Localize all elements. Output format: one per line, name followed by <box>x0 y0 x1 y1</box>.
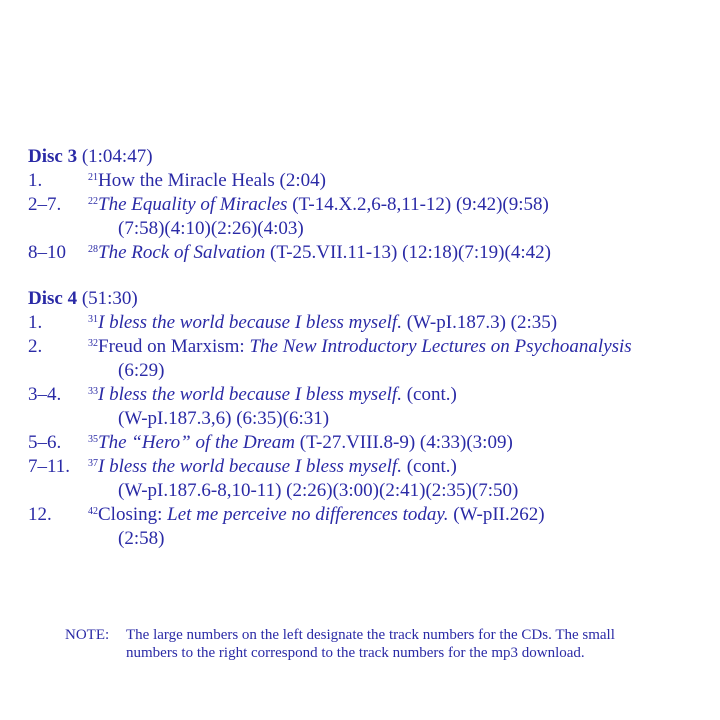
track-description <box>88 383 708 431</box>
mp3-track-number: 28 <box>88 244 98 255</box>
track-reference: (cont.) <box>401 456 457 477</box>
mp3-track-number: 22 <box>88 196 98 207</box>
track-timings: (6:29) <box>118 360 165 381</box>
track-item <box>28 335 708 383</box>
track-title: The New Introductory Lectures on Psychoanalysis <box>249 336 632 357</box>
disc-4-section <box>28 287 708 551</box>
track-item <box>28 455 708 503</box>
track-reference: (T-27.VIII.8-9) (4:33)(3:09) <box>295 432 513 453</box>
track-title: The “Hero” of the Dream <box>98 432 296 453</box>
track-timings: (2:58) <box>118 528 165 549</box>
track-description <box>88 335 708 383</box>
track-item <box>28 431 708 455</box>
track-reference: (W-pI.187.3) (2:35) <box>401 312 558 333</box>
track-item <box>28 241 708 265</box>
track-item <box>28 503 708 551</box>
track-number: 5–6. <box>28 432 62 453</box>
footnote <box>65 626 705 662</box>
track-title: The Rock of Salvation <box>98 242 266 263</box>
track-prefix: Freud on Marxism: <box>98 336 250 357</box>
mp3-track-number: 21 <box>88 172 98 183</box>
disc-header <box>28 145 708 169</box>
track-description <box>88 503 708 551</box>
disc-duration: (51:30) <box>81 288 138 309</box>
track-number: 12. <box>28 504 52 525</box>
mp3-track-number: 42 <box>88 506 98 517</box>
disc-3-section <box>28 145 708 265</box>
track-item <box>28 193 708 241</box>
disc-title: Disc 3 <box>28 146 78 167</box>
track-number: 7–11. <box>28 456 71 477</box>
track-item <box>28 169 708 193</box>
mp3-track-number: 32 <box>88 338 98 349</box>
mp3-track-number: 37 <box>88 458 98 469</box>
track-reference: (cont.) <box>401 384 457 405</box>
track-reference: (W-pII.262) <box>448 504 545 525</box>
track-timings: (7:58)(4:10)(2:26)(4:03) <box>118 218 304 239</box>
track-item <box>28 383 708 431</box>
track-timings: (W-pI.187.3,6) (6:35)(6:31) <box>118 408 330 429</box>
note-line-1: The large numbers on the left designate the track numbers for the CDs. The small <box>126 627 615 643</box>
track-reference: (T-25.VII.11-13) (12:18)(7:19)(4:42) <box>265 242 551 263</box>
track-title: Let me perceive no differences today. <box>167 504 449 525</box>
track-number: 1. <box>28 170 43 191</box>
track-description <box>88 455 708 503</box>
track-title: I bless the world because I bless myself. <box>98 456 402 477</box>
track-reference: (T-14.X.2,6-8,11-12) (9:42)(9:58) <box>287 194 549 215</box>
track-description <box>88 193 708 241</box>
track-timings: (W-pI.187.6-8,10-11) (2:26)(3:00)(2:41)(2:35)(7:50) <box>118 480 519 501</box>
track-prefix: Closing: <box>98 504 168 525</box>
disc-title: Disc 4 <box>28 288 78 309</box>
track-item <box>28 311 708 335</box>
mp3-track-number: 33 <box>88 386 98 397</box>
disc-header <box>28 287 708 311</box>
track-description <box>88 431 708 455</box>
track-title: How the Miracle Heals (2:04) <box>98 170 326 191</box>
track-number: 2. <box>28 336 43 357</box>
track-description <box>88 311 708 335</box>
track-description <box>88 241 708 265</box>
track-number: 1. <box>28 312 43 333</box>
track-title: The Equality of Miracles <box>98 194 288 215</box>
track-description <box>88 169 708 193</box>
mp3-track-number: 35 <box>88 434 98 445</box>
mp3-track-number: 31 <box>88 314 98 325</box>
track-title: I bless the world because I bless myself. <box>98 384 402 405</box>
note-line-2: numbers to the right correspond to the track numbers for the mp3 download. <box>126 645 585 661</box>
track-number: 3–4. <box>28 384 62 405</box>
note-label: NOTE: <box>65 627 110 643</box>
track-title: I bless the world because I bless myself. <box>98 312 402 333</box>
track-number: 2–7. <box>28 194 62 215</box>
track-number: 8–10 <box>28 242 66 263</box>
disc-duration: (1:04:47) <box>81 146 153 167</box>
